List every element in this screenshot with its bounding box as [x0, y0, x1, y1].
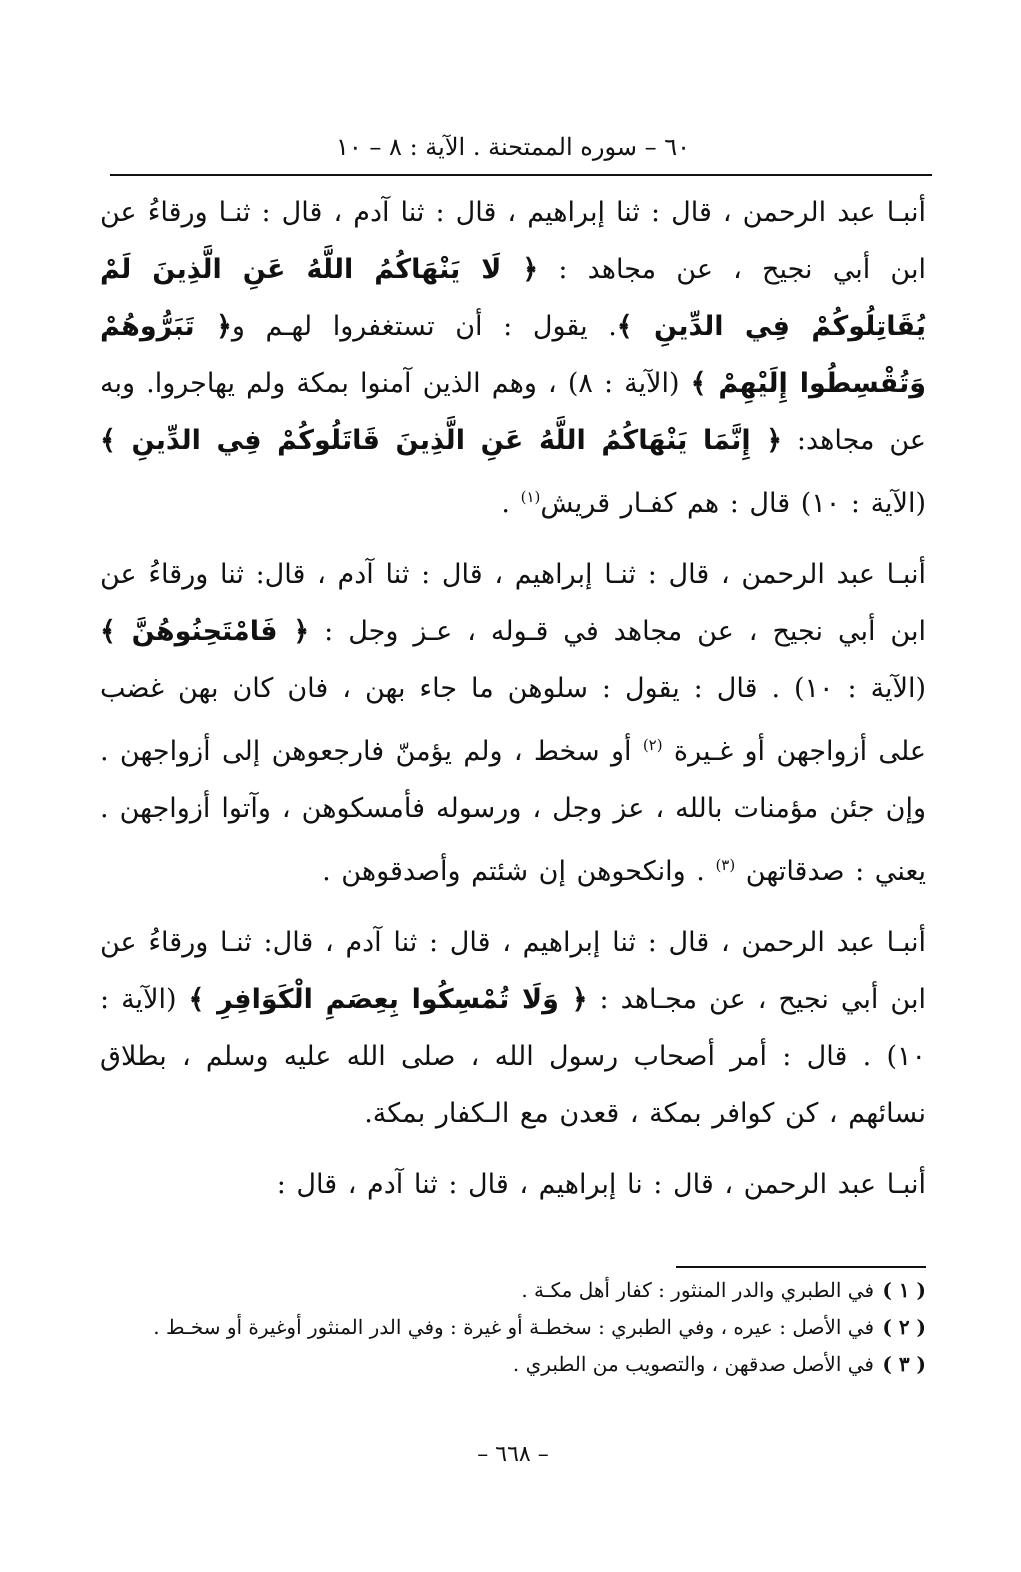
- quran-quote: ﴿ تَبَرُّوهُمْ وَتُقْسِطُوا إِلَيْهِمْ ﴾: [100, 311, 926, 399]
- header-divider: [110, 174, 932, 176]
- quran-quote: ﴿ لَا يَنْهَاكُمُ اللَّهُ عَنِ الَّذِينَ لَمْ يُقَاتِلُوكُمْ فِي الدِّينِ ﴾: [100, 254, 926, 342]
- footnotes: [100, 1275, 926, 1386]
- paragraph: [100, 914, 926, 1142]
- footnote-reference: (٢): [642, 736, 663, 754]
- text-run: (الآية : ١٠) قال : هم كفـار قريش: [540, 488, 926, 519]
- footnote-number: ( ٢ ): [882, 1315, 926, 1339]
- footnote-number: ( ٣ ): [882, 1352, 926, 1376]
- text-run: (الآية : ١٠) . قال : يقول : سلوهن ما جاء بهن ، فان كان بهن غضب على أزواجهن أو غـيرة: [100, 673, 927, 767]
- text-run: أنبـا عبد الرحمن ، قال : ثنا إبراهيم ، قال : ثنا آدم ، قال: ثنـا ورقاءُ عن ابن أبي نجيح ، عن مجـاهد :: [100, 927, 926, 1015]
- quran-quote: ﴿ إِنَّمَا يَنْهَاكُمُ اللَّهُ عَنِ الَّذِينَ قَاتَلُوكُمْ فِي الدِّينِ ﴾: [100, 425, 783, 456]
- paragraph: [100, 1156, 926, 1213]
- footnote-reference: (٣): [715, 856, 736, 874]
- book-page: [100, 130, 926, 1550]
- footnote: [100, 1349, 926, 1380]
- footnote-divider: [676, 1266, 926, 1268]
- footnote: [100, 1312, 926, 1343]
- text-run: . وانكحوهن إن شئتم وأصدقوهن .: [322, 856, 716, 887]
- footnote-text: في الطبري والدر المنثور : كفار أهل مكـة .: [521, 1278, 874, 1302]
- text-run: أنبـا عبد الرحمن ، قال : نا إبراهيم ، قال : ثنا آدم ، قال :: [276, 1169, 926, 1200]
- quran-quote: ﴿ فَامْتَحِنُوهُنَّ ﴾: [100, 616, 310, 647]
- footnote-reference: (١): [520, 488, 541, 506]
- text-run: (الآية : ١٠) . قال : أمر أصحاب رسول الله ، صلى الله عليه وسلم ، بطلاق نسائهم ، كن كوافر بمكة ، قعدن مع الـكفار بمكة.: [100, 984, 926, 1129]
- paragraph: [100, 184, 926, 532]
- text-run: أنبـا عبد الرحمن ، قال : ثنا إبراهيم ، قال : ثنا آدم ، قال : ثنـا ورقاءُ عن ابن أبي نجيح ، عن مجاهد :: [100, 197, 926, 285]
- text-run: أنبـا عبد الرحمن ، قال : ثنـا إبراهيم ، قال : ثنا آدم ، قال: ثنا ورقاءُ عن ابن أبي نجيح ، عن مجاهد في قـوله ، عـز وجل :: [100, 559, 926, 647]
- page-number: – ٦٦٨ –: [477, 1442, 549, 1467]
- footnote-number: ( ١ ): [882, 1278, 926, 1302]
- footnote: [100, 1275, 926, 1306]
- text-run: . يقول : أن تستغفروا لهـم و: [231, 311, 617, 342]
- text-run: (الآية : ٨) ، وهم الذين آمنوا بمكة ولم يهاجروا. وبه عن مجاهد:: [100, 368, 926, 456]
- quran-quote: ﴿ وَلَا تُمْسِكُوا بِعِصَمِ الْكَوَافِرِ ﴾: [188, 984, 588, 1015]
- paragraph: [100, 546, 926, 900]
- text-run: .: [501, 488, 521, 519]
- running-header: ٦٠ – سوره الممتحنة . الآية : ٨ – ١٠: [336, 133, 690, 161]
- text-run: أو سخط ، ولم يؤمنّ فارجعوهن إلى أزواجهن . وإن جئن مؤمنات بالله ، عز وجل ، ورسوله فأمسكوهن ، وآتوا أزواجهن . يعني : صدقاتهن: [100, 736, 926, 887]
- footnote-text: في الأصل صدقهن ، والتصويب من الطبري .: [512, 1352, 874, 1376]
- footnote-text: في الأصل : عيره ، وفي الطبري : سخطـة أو غيرة : وفي الدر المنثور أوغيرة أو سخـط .: [153, 1315, 874, 1339]
- main-text: [100, 184, 926, 1227]
